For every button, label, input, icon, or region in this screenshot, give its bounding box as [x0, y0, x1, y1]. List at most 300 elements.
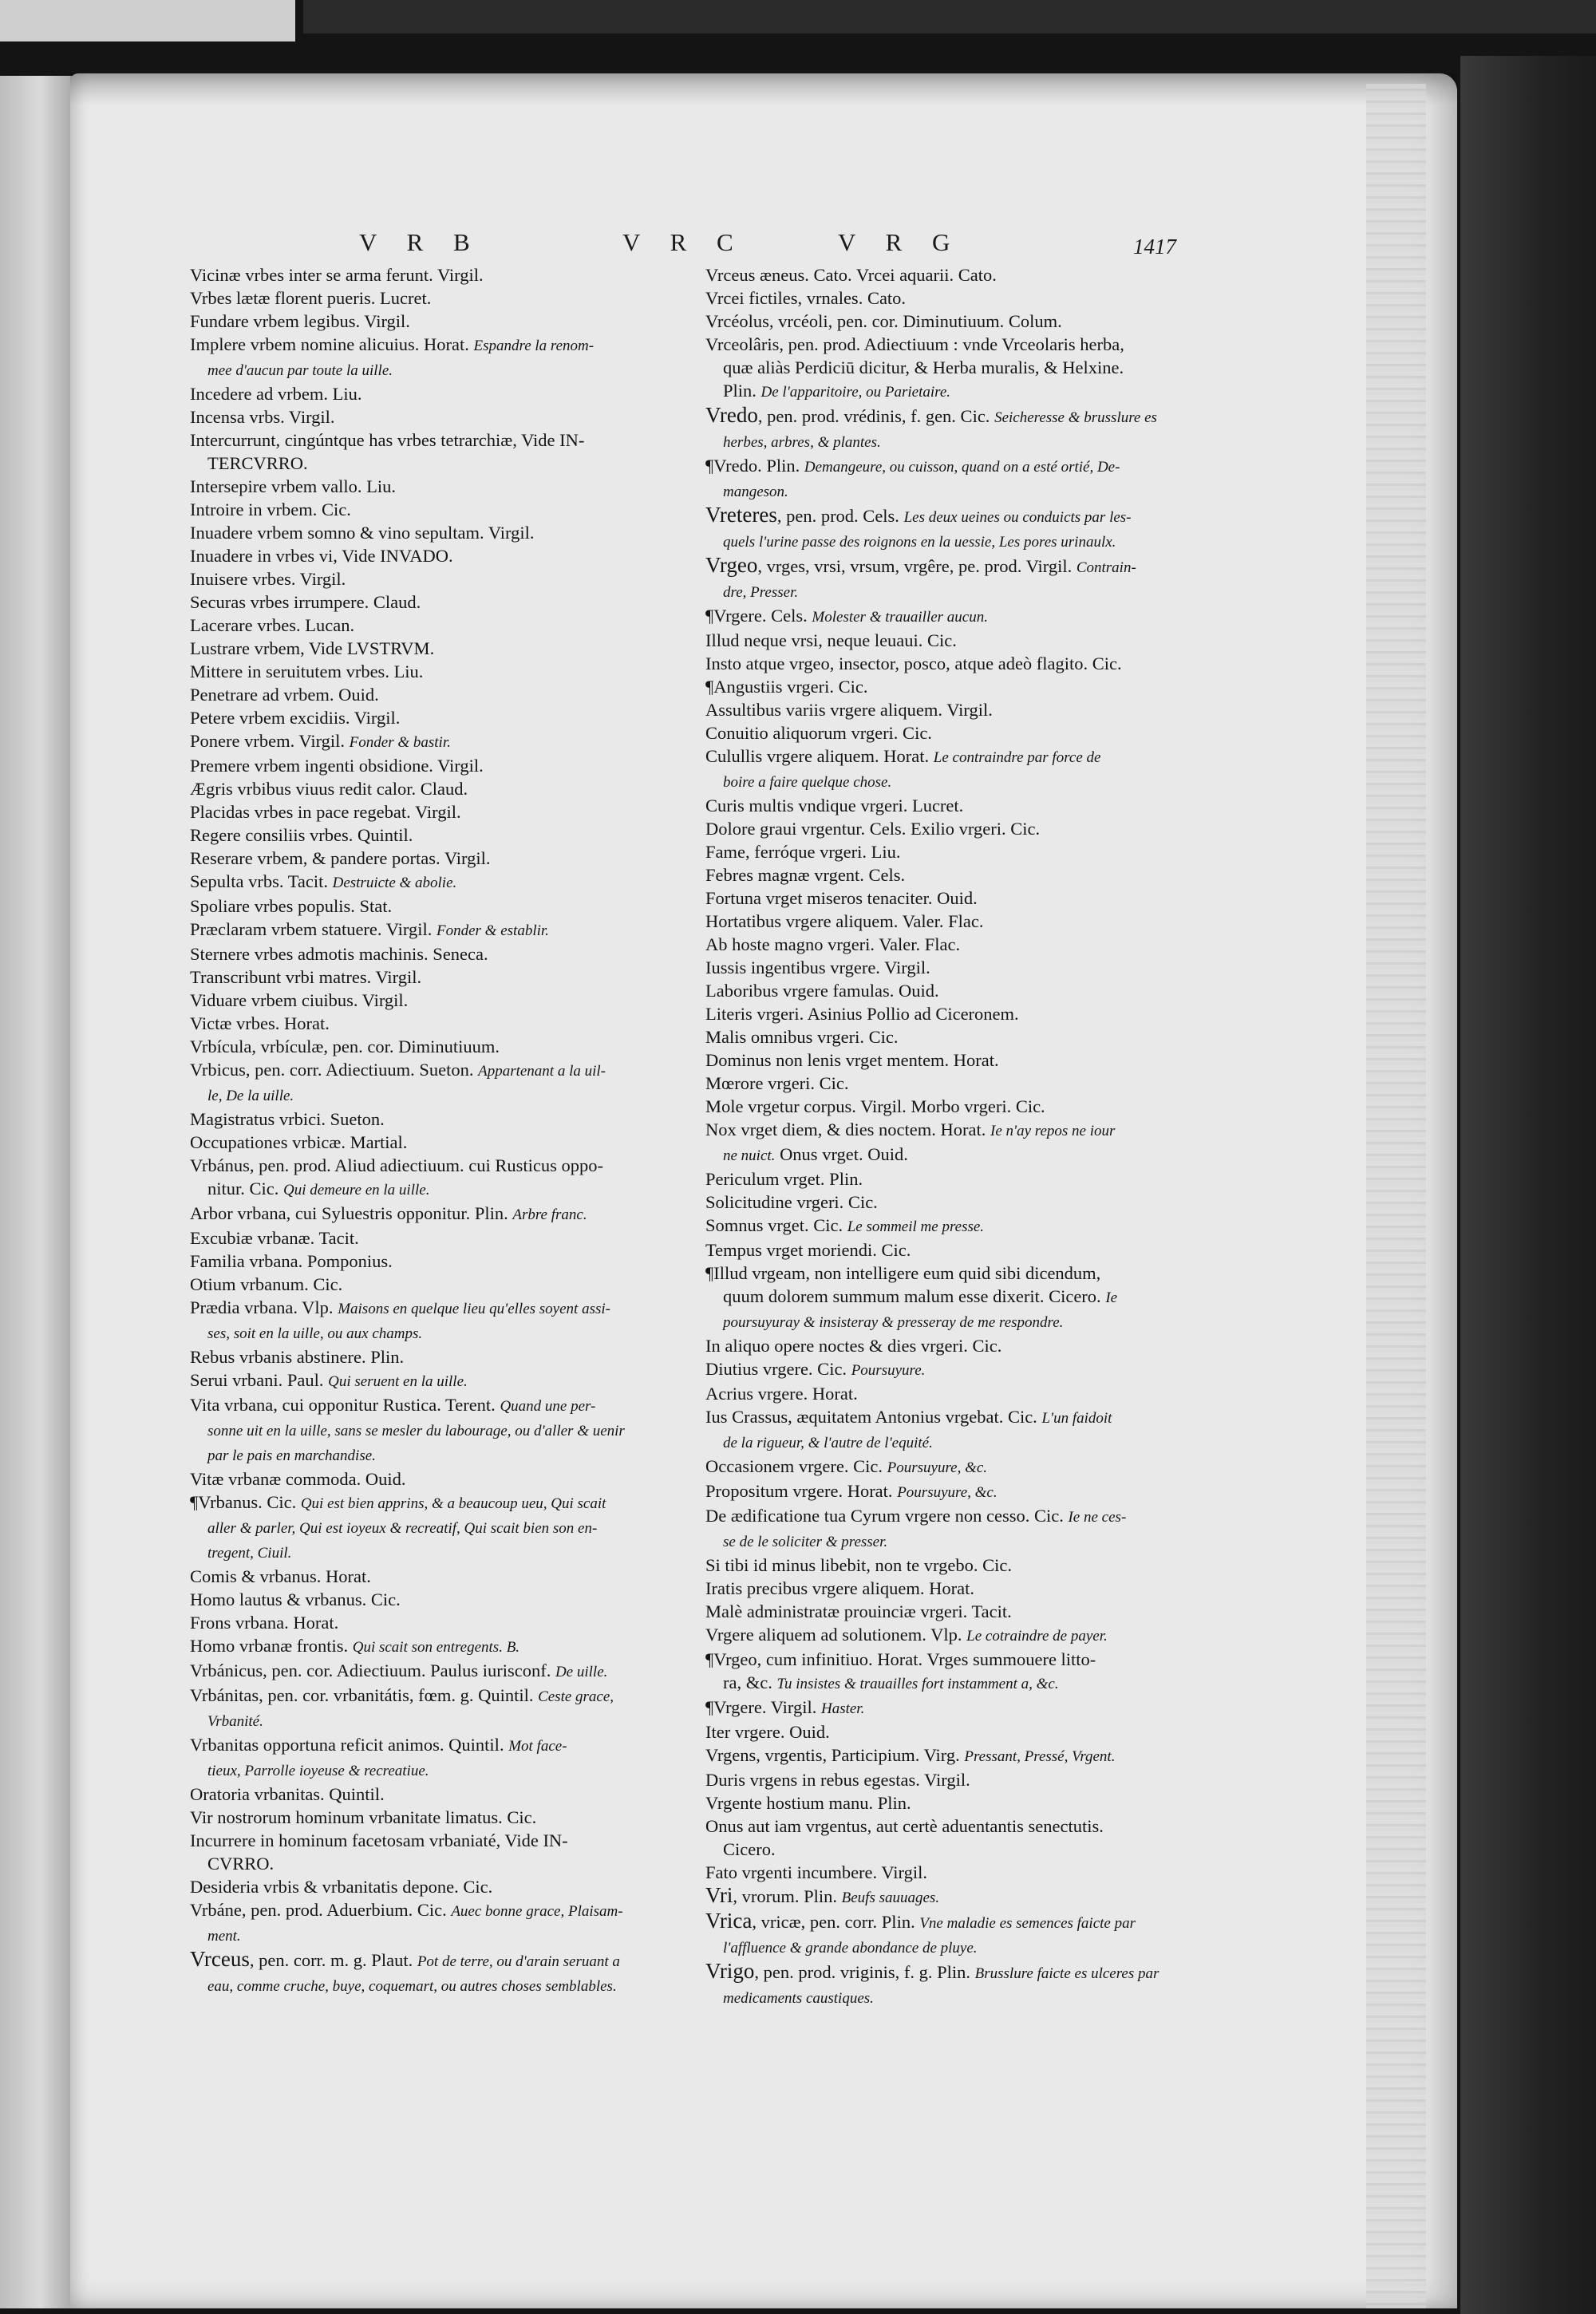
headword: Vrigo	[705, 1959, 755, 1983]
left-column-line	[190, 894, 701, 918]
page-number: 1417	[1133, 235, 1176, 259]
latin-text: Fato vrgenti incumbere. Virgil.	[705, 1862, 927, 1882]
left-column-line	[190, 1588, 701, 1611]
right-column-line	[705, 1048, 1192, 1072]
right-column-line	[705, 404, 1192, 429]
left-column-line	[190, 1108, 701, 1131]
latin-text: Inuadere in vrbes vi, Vide INVADO.	[190, 546, 453, 566]
french-gloss: Poursuyure, &c.	[897, 1484, 998, 1501]
right-column-line	[705, 1648, 1192, 1671]
left-column-line	[190, 1783, 701, 1806]
right-column-line	[705, 744, 1192, 769]
left-column-line	[190, 1659, 701, 1684]
french-gloss: Brusslure faicte es ulceres par	[974, 1965, 1159, 1982]
french-gloss: par le pais en marchandise.	[207, 1447, 376, 1464]
french-gloss: Qui scait son entregents. B.	[352, 1639, 520, 1656]
latin-text: ¶Vrgeo, cum infinitiuo. Horat. Vrges summouere litto-	[705, 1649, 1096, 1669]
left-column-line	[190, 428, 701, 452]
right-column-line	[705, 1191, 1192, 1214]
latin-text: Hortatibus vrgere aliquem. Valer. Flac.	[705, 911, 984, 931]
right-column-line	[705, 1095, 1192, 1118]
page-fore-edge	[1366, 84, 1426, 2308]
latin-text: Propositum vrgere. Horat.	[705, 1481, 898, 1501]
french-gloss: tregent, Ciuil.	[207, 1545, 292, 1562]
latin-text: Vrbes lætæ florent pueris. Lucret.	[190, 288, 432, 308]
latin-text: , pen. prod. vriginis, f. g. Plin.	[754, 1962, 975, 1982]
latin-text: Solicitudine vrgeri. Cic.	[705, 1192, 878, 1212]
french-gloss: Les deux ueines ou conduicts par les-	[903, 509, 1132, 526]
right-column-line	[705, 887, 1192, 910]
left-column-line	[190, 1012, 701, 1035]
latin-text: quum dolorem summum malum esse dixerit. Cicero.	[723, 1286, 1106, 1306]
latin-text: Prædia vrbana. Vlp.	[190, 1297, 338, 1317]
left-column-line	[190, 1923, 701, 1948]
left-column-line	[190, 263, 701, 286]
right-column-line	[705, 1720, 1192, 1743]
left-column-line	[190, 1565, 701, 1588]
right-column-line	[705, 1935, 1192, 1960]
left-column-line	[190, 1634, 701, 1659]
left-column-line	[190, 1131, 701, 1154]
right-column-line	[705, 675, 1192, 698]
left-column-line	[190, 706, 701, 729]
left-column-line	[190, 1733, 701, 1758]
latin-text: Vrbicus, pen. corr. Adiectiuum. Sueton.	[190, 1060, 479, 1080]
left-column-line	[190, 614, 701, 637]
page-shadow	[70, 73, 1457, 105]
left-column-line	[190, 754, 701, 777]
french-gloss: aller & parler, Qui est ioyeux & recreatif, Qui scait bien son en-	[207, 1520, 598, 1537]
right-column-line	[705, 1334, 1192, 1357]
latin-text: Vrceolâris, pen. prod. Adiectiuum : vnde Vrceolaris herba,	[705, 334, 1124, 354]
latin-text: Iratis precibus vrgere aliquem. Horat.	[705, 1578, 974, 1598]
latin-text: Vrgente hostium manu. Plin.	[705, 1793, 911, 1813]
french-gloss: quels l'urine passe des roignons en la uessie, Les pores urinaulx.	[723, 534, 1116, 551]
latin-text: ¶Angustiis vrgeri. Cic.	[705, 677, 868, 697]
latin-text: Premere vrbem ingenti obsidione. Virgil.	[190, 756, 484, 776]
top-background	[303, 0, 1596, 34]
latin-text: Periculum vrget. Plin.	[705, 1169, 863, 1189]
latin-text: Arbor vrbana, cui Syluestris opponitur. Plin.	[190, 1203, 513, 1223]
latin-text: Homo lautus & vrbanus. Cic.	[190, 1589, 401, 1609]
french-gloss: mangeson.	[723, 484, 788, 500]
right-column-line	[705, 1838, 1192, 1861]
latin-text: Ægris vrbibus viuus redit calor. Claud.	[190, 779, 468, 799]
right-column-line	[705, 652, 1192, 675]
french-gloss: Le cotraindre de payer.	[966, 1628, 1108, 1645]
previous-page-edge	[0, 76, 73, 2308]
latin-text: Viduare vrbem ciuibus. Virgil.	[190, 990, 409, 1010]
french-gloss: Pot de terre, ou d'arain seruant a	[417, 1953, 620, 1970]
french-gloss: Fonder & establir.	[437, 922, 549, 939]
left-column-line	[190, 800, 701, 823]
latin-text: Implere vrbem nomine alicuius. Horat.	[190, 334, 474, 354]
right-column-line	[705, 1214, 1192, 1238]
latin-text: Inuadere vrbem somno & vino sepultam. Virgil.	[190, 523, 535, 543]
latin-text: Onus aut iam vrgentus, aut certè aduentantis senectutis.	[705, 1816, 1104, 1836]
right-column-line	[705, 286, 1192, 310]
left-column-line	[190, 1875, 701, 1898]
french-gloss: Destruicte & abolie.	[332, 875, 457, 891]
left-column-line	[190, 1418, 701, 1443]
right-column-line	[705, 1861, 1192, 1884]
left-column-line	[190, 683, 701, 706]
latin-text: Malè administratæ prouinciæ vrgeri. Tacit.	[705, 1601, 1012, 1621]
left-column-line	[190, 1491, 701, 1515]
latin-text: Serui vrbani. Paul.	[190, 1370, 329, 1390]
french-gloss: boire a faire quelque chose.	[723, 774, 892, 791]
french-gloss: Molester & trauailler aucun.	[812, 609, 988, 626]
latin-text: Vrceus æneus. Cato. Vrcei aquarii. Cato.	[705, 265, 997, 285]
latin-text: TERCVRRO.	[207, 453, 308, 473]
latin-text: CVRRO.	[207, 1854, 275, 1874]
running-header-right: V R G	[838, 228, 962, 256]
right-column-line	[705, 1554, 1192, 1577]
latin-text: Vrbánus, pen. prod. Aliud adiectiuum. cui Rusticus oppo-	[190, 1155, 603, 1175]
right-column-line	[705, 1696, 1192, 1720]
right-column-line	[705, 1405, 1192, 1430]
left-column	[190, 263, 701, 1998]
latin-text: Penetrare ad vrbem. Ouid.	[190, 685, 379, 705]
right-column-line	[705, 1671, 1192, 1696]
right-column-line	[705, 910, 1192, 933]
latin-text: Fame, ferróque vrgeri. Liu.	[705, 842, 901, 862]
french-gloss: Qui est bien apprins, & a beaucoup ueu, Qui scait	[300, 1495, 606, 1512]
left-column-line	[190, 452, 701, 475]
french-gloss: Ie ne ces-	[1068, 1509, 1127, 1526]
latin-text: , vrges, vrsi, vrsum, vrgêre, pe. prod. Virgil.	[757, 556, 1077, 576]
left-column-line	[190, 1443, 701, 1467]
latin-text: Fortuna vrget miseros tenaciter. Ouid.	[705, 888, 978, 908]
latin-text: , vrorum. Plin.	[733, 1886, 842, 1906]
french-gloss: Le sommeil me presse.	[847, 1218, 985, 1235]
left-column-line	[190, 847, 701, 870]
right-column-line	[705, 933, 1192, 956]
right-column-line	[705, 1167, 1192, 1191]
latin-text: Dominus non lenis vrget mentem. Horat.	[705, 1050, 999, 1070]
left-column-line	[190, 1250, 701, 1273]
right-column-line	[705, 629, 1192, 652]
right-column-line	[705, 1455, 1192, 1479]
left-column-line	[190, 1226, 701, 1250]
left-column-line	[190, 1758, 701, 1783]
left-column-line	[190, 1684, 701, 1708]
latin-text: Acrius vrgere. Horat.	[705, 1384, 858, 1404]
latin-text: Cicero.	[723, 1839, 776, 1859]
french-gloss: dre, Presser.	[723, 584, 799, 601]
latin-text: Comis & vrbanus. Horat.	[190, 1566, 371, 1586]
latin-text: Placidas vrbes in pace regebat. Virgil.	[190, 802, 461, 822]
right-column-line	[705, 310, 1192, 333]
latin-text: ¶Vrbanus. Cic.	[190, 1492, 301, 1512]
left-column-line	[190, 1708, 701, 1733]
french-gloss: L'un faidoit	[1041, 1410, 1112, 1427]
french-gloss: Qui demeure en la uille.	[283, 1182, 430, 1198]
latin-text: Intercurrunt, cingúntque has vrbes tetrarchiæ, Vide IN-	[190, 430, 585, 450]
latin-text: Frons vrbana. Horat.	[190, 1613, 339, 1633]
latin-text: Tempus vrget moriendi. Cic.	[705, 1240, 911, 1260]
latin-text: Vrbáne, pen. prod. Aduerbium. Cic.	[190, 1900, 452, 1920]
latin-text: Reserare vrbem, & pandere portas. Virgil.	[190, 848, 491, 868]
left-column-line	[190, 989, 701, 1012]
left-column-line	[190, 777, 701, 800]
latin-text: Vrgere aliquem ad solutionem. Vlp.	[705, 1625, 967, 1645]
right-column-line	[705, 1960, 1192, 1985]
latin-text: Occupationes vrbicæ. Martial.	[190, 1132, 408, 1152]
right-column-line	[705, 479, 1192, 503]
latin-text: Malis omnibus vrgeri. Cic.	[705, 1027, 899, 1047]
right-column-line	[705, 1985, 1192, 2010]
latin-text: Curis multis vndique vrgeri. Lucret.	[705, 796, 964, 815]
latin-text: Vita vrbana, cui opponitur Rustica. Terent.	[190, 1395, 500, 1415]
latin-text: Familia vrbana. Pomponius.	[190, 1251, 393, 1271]
latin-text: Ponere vrbem. Virgil.	[190, 731, 350, 751]
right-column-line	[705, 1430, 1192, 1455]
french-gloss: Beufs sauuages.	[841, 1890, 940, 1906]
right-column-line	[705, 454, 1192, 479]
french-gloss: Ie	[1105, 1289, 1118, 1306]
latin-text: Victæ vrbes. Horat.	[190, 1013, 330, 1033]
latin-text: Insto atque vrgeo, insector, posco, atque adeò flagito. Cic.	[705, 654, 1122, 673]
left-column-line	[190, 729, 701, 754]
latin-text: Vrbánitas, pen. cor. vrbanitátis, fœm. g. Quintil.	[190, 1685, 539, 1705]
headword: Vredo	[705, 403, 758, 427]
left-column-line	[190, 498, 701, 521]
binding-edge	[1460, 56, 1596, 2314]
latin-text: Laboribus vrgere famulas. Ouid.	[705, 981, 939, 1001]
french-gloss: tieux, Parrolle ioyeuse & recreatiue.	[207, 1763, 429, 1779]
right-column-line	[705, 1309, 1192, 1334]
latin-text: , pen. prod. vrédinis, f. gen. Cic.	[757, 406, 995, 426]
left-column-line	[190, 286, 701, 310]
latin-text: Petere vrbem excidiis. Virgil.	[190, 708, 401, 728]
latin-text: Vitæ vrbanæ commoda. Ouid.	[190, 1469, 406, 1489]
right-column-line	[705, 817, 1192, 840]
french-gloss: mee d'aucun par toute la uille.	[207, 362, 393, 379]
french-gloss: Ie n'ay repos ne iour	[990, 1123, 1116, 1139]
french-gloss: eau, comme cruche, buye, coquemart, ou autres choses semblables.	[207, 1978, 617, 1995]
right-column-line	[705, 356, 1192, 379]
left-column-line	[190, 823, 701, 847]
latin-text: Sternere vrbes admotis machinis. Seneca.	[190, 944, 488, 964]
left-column-line	[190, 1393, 701, 1418]
latin-text: ¶Vrgere. Cels.	[705, 606, 812, 626]
right-column-line	[705, 1382, 1192, 1405]
right-column-line	[705, 604, 1192, 629]
left-column-line	[190, 870, 701, 894]
left-column-line	[190, 1611, 701, 1634]
latin-text: Vrgens, vrgentis, Participium. Virg.	[705, 1745, 965, 1765]
latin-text: Intersepire vrbem vallo. Liu.	[190, 476, 397, 496]
right-column-line	[705, 1238, 1192, 1262]
right-column-line	[705, 1072, 1192, 1095]
right-column-line	[705, 1285, 1192, 1309]
latin-text: Excubiæ vrbanæ. Tacit.	[190, 1228, 359, 1248]
right-column-line	[705, 840, 1192, 863]
latin-text: Plin.	[723, 381, 761, 401]
right-column-line	[705, 1768, 1192, 1791]
french-gloss: ne nuict.	[723, 1147, 776, 1164]
french-gloss: Ceste grace,	[538, 1688, 614, 1705]
french-gloss: Seicheresse & brusslure es	[994, 409, 1157, 426]
latin-text: Mole vrgetur corpus. Virgil. Morbo vrgeri. Cic.	[705, 1096, 1045, 1116]
latin-text: , pen. prod. Cels.	[776, 506, 904, 526]
right-column-line	[705, 794, 1192, 817]
french-gloss: De l'apparitoire, ou Parietaire.	[760, 384, 951, 401]
french-gloss: l'affluence & grande abondance de pluye.	[723, 1940, 978, 1957]
right-column-line	[705, 529, 1192, 554]
french-gloss: herbes, arbres, & plantes.	[723, 434, 881, 451]
left-column-line	[190, 1898, 701, 1923]
left-column-line	[190, 637, 701, 660]
latin-text: Inuisere vrbes. Virgil.	[190, 569, 346, 589]
latin-text: Literis vrgeri. Asinius Pollio ad Ciceronem.	[705, 1004, 1019, 1024]
latin-text: Nox vrget diem, & dies noctem. Horat.	[705, 1119, 991, 1139]
left-column-line	[190, 1345, 701, 1368]
left-column-line	[190, 660, 701, 683]
latin-text: Fundare vrbem legibus. Virgil.	[190, 311, 410, 331]
right-column-line	[705, 1623, 1192, 1648]
latin-text: Desideria vrbis & vrbanitatis depone. Cic.	[190, 1877, 493, 1897]
latin-text: In aliquo opere noctes & dies vrgeri. Cic.	[705, 1336, 1002, 1356]
left-column-line	[190, 567, 701, 590]
french-gloss: Poursuyure.	[851, 1362, 926, 1379]
left-column-line	[190, 1154, 701, 1177]
right-column-line	[705, 1791, 1192, 1814]
headword: Vrceus	[190, 1947, 250, 1971]
left-column-line	[190, 1467, 701, 1491]
latin-text: nitur. Cic.	[207, 1179, 283, 1198]
latin-text: Vrbanitas opportuna reficit animos. Quintil.	[190, 1735, 509, 1755]
left-column-line	[190, 1368, 701, 1393]
latin-text: Ab hoste magno vrgeri. Valer. Flac.	[705, 934, 961, 954]
right-column-line	[705, 1504, 1192, 1529]
right-column-line	[705, 769, 1192, 794]
latin-text: Præclaram vrbem statuere. Virgil.	[190, 919, 437, 939]
latin-text: , vricæ, pen. corr. Plin.	[752, 1912, 920, 1932]
latin-text: Mœrore vrgeri. Cic.	[705, 1073, 849, 1093]
left-column-line	[190, 1273, 701, 1296]
right-column-line	[705, 1262, 1192, 1285]
latin-text: Securas vrbes irrumpere. Claud.	[190, 592, 421, 612]
right-column-line	[705, 379, 1192, 404]
latin-text: Somnus vrget. Cic.	[705, 1215, 847, 1235]
left-column-line	[190, 405, 701, 428]
right-column-line	[705, 1143, 1192, 1167]
french-gloss: Vne maladie es semences faicte par	[919, 1915, 1136, 1932]
right-column-line	[705, 263, 1192, 286]
left-column-line	[190, 965, 701, 989]
latin-text: Dolore graui vrgentur. Cels. Exilio vrgeri. Cic.	[705, 819, 1041, 839]
right-column-line	[705, 1479, 1192, 1504]
left-column-line	[190, 382, 701, 405]
latin-text: quæ aliàs Perdiciū dicitur, & Herba muralis, & Helxine.	[723, 357, 1124, 377]
latin-text: Regere consiliis vrbes. Quintil.	[190, 825, 413, 845]
latin-text: Homo vrbanæ frontis.	[190, 1636, 353, 1656]
right-column-line	[705, 1884, 1192, 1909]
latin-text: Incurrere in hominum facetosam vrbaniaté, Vide IN-	[190, 1830, 568, 1850]
right-column-line	[705, 979, 1192, 1002]
latin-text: Culullis vrgere aliquem. Horat.	[705, 746, 934, 766]
right-column-line	[705, 1600, 1192, 1623]
latin-text: Transcribunt vrbi matres. Virgil.	[190, 967, 422, 987]
left-column-line	[190, 333, 701, 357]
latin-text: ra, &c.	[723, 1672, 777, 1692]
latin-text: Occasionem vrgere. Cic.	[705, 1456, 887, 1476]
right-column-line	[705, 1357, 1192, 1382]
latin-text: , pen. corr. m. g. Plaut.	[249, 1950, 417, 1970]
french-gloss: Demangeure, ou cuisson, quand on a esté ortié, De-	[804, 459, 1120, 476]
top-left-background	[0, 0, 295, 41]
french-gloss: Vrbanité.	[207, 1713, 263, 1730]
french-gloss: le, De la uille.	[207, 1088, 294, 1104]
right-column-line	[705, 503, 1192, 529]
headword: Vrica	[705, 1909, 753, 1933]
french-gloss: de la rigueur, & l'autre de l'equité.	[723, 1435, 933, 1451]
right-column-line	[705, 1002, 1192, 1025]
latin-text: Lacerare vrbes. Lucan.	[190, 615, 355, 635]
latin-text: De ædificatione tua Cyrum vrgere non cesso. Cic.	[705, 1506, 1069, 1526]
latin-text: Assultibus variis vrgere aliquem. Virgil.	[705, 700, 993, 720]
french-gloss: Le contraindre par force de	[933, 749, 1101, 766]
left-column-line	[190, 475, 701, 498]
french-gloss: Auec bonne grace, Plaisam-	[451, 1903, 623, 1920]
french-gloss: De uille.	[555, 1664, 608, 1680]
latin-text: ¶Vrgere. Virgil.	[705, 1697, 821, 1717]
left-column-line	[190, 357, 701, 382]
left-column-line	[190, 1035, 701, 1058]
french-gloss: Poursuyure, &c.	[887, 1459, 988, 1476]
right-column	[705, 263, 1192, 2010]
french-gloss: Contrain-	[1076, 559, 1136, 576]
french-gloss: Pressant, Pressé, Vrgent.	[964, 1748, 1116, 1765]
latin-text: Duris vrgens in rebus egestas. Virgil.	[705, 1770, 970, 1790]
right-column-line	[705, 333, 1192, 356]
left-column-line	[190, 1083, 701, 1108]
left-column-line	[190, 918, 701, 942]
right-column-line	[705, 721, 1192, 744]
right-column-line	[705, 863, 1192, 887]
left-column-line	[190, 1177, 701, 1202]
latin-text: Vicinæ vrbes inter se arma ferunt. Virgil.	[190, 265, 484, 285]
latin-text: Incedere ad vrbem. Liu.	[190, 384, 362, 404]
latin-text: Illud neque vrsi, neque leuaui. Cic.	[705, 630, 957, 650]
latin-text: Febres magnæ vrgent. Cels.	[705, 865, 906, 885]
latin-text: Introire in vrbem. Cic.	[190, 500, 351, 519]
left-column-line	[190, 1296, 701, 1321]
right-column-line	[705, 1529, 1192, 1554]
left-column-line	[190, 1058, 701, 1083]
left-column-line	[190, 1852, 701, 1875]
french-gloss: Quand une per-	[500, 1398, 596, 1415]
latin-text: Vrbícula, vrbículæ, pen. cor. Diminutiuum.	[190, 1037, 500, 1056]
latin-text: Conuitio aliquorum vrgeri. Cic.	[705, 723, 932, 743]
right-column-line	[705, 554, 1192, 579]
left-column-line	[190, 1515, 701, 1540]
french-gloss: Fonder & bastir.	[349, 734, 451, 751]
french-gloss: Appartenant a la uil-	[478, 1063, 606, 1080]
french-gloss: Qui seruent en la uille.	[328, 1373, 468, 1390]
latin-text: Otium vrbanum. Cic.	[190, 1274, 343, 1294]
french-gloss: medicaments caustiques.	[723, 1990, 874, 2007]
french-gloss: Mot face-	[508, 1738, 567, 1755]
french-gloss: Maisons en quelque lieu qu'elles soyent assi-	[338, 1301, 610, 1317]
french-gloss: ment.	[207, 1928, 241, 1945]
left-column-line	[190, 1202, 701, 1226]
left-column-line	[190, 1321, 701, 1345]
french-gloss: Espandre la renom-	[473, 338, 595, 354]
headword: Vrgeo	[705, 553, 758, 577]
